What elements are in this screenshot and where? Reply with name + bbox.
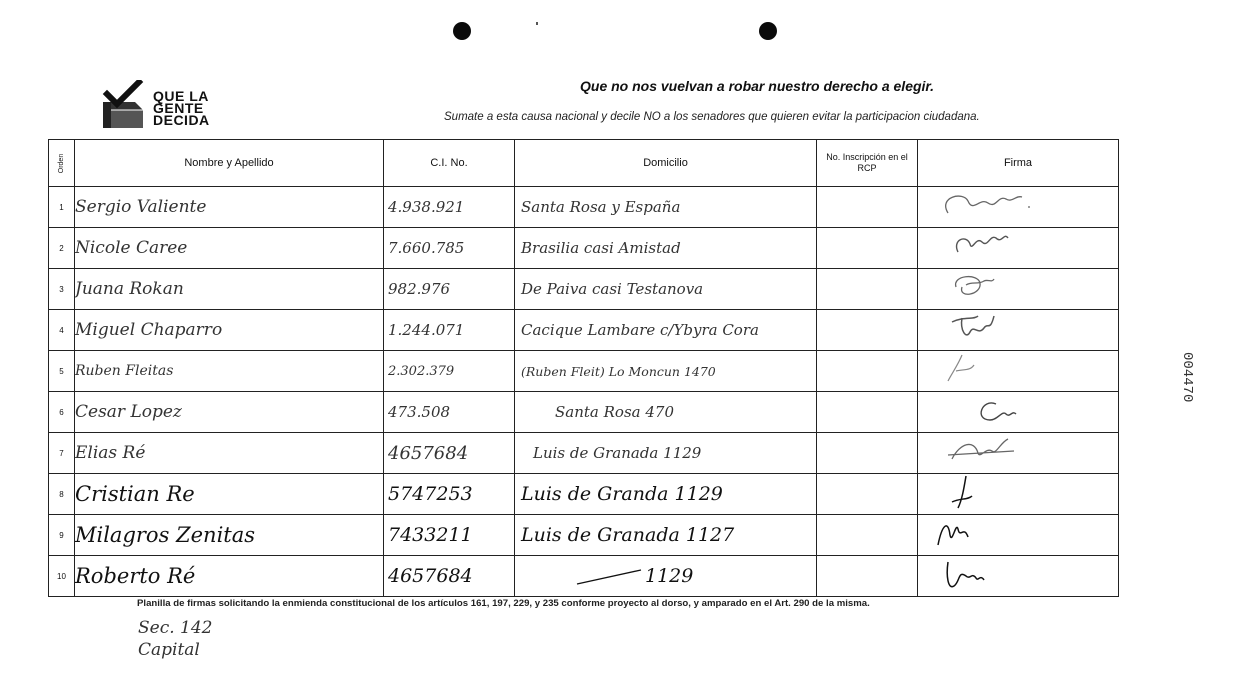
signature-cell: [918, 392, 1119, 433]
ci-cell: 7433211: [384, 515, 515, 556]
table-row: [49, 228, 1119, 269]
col-header-nombre: Nombre y Apellido: [75, 140, 384, 187]
handwritten-signature: [918, 433, 1048, 469]
ci-cell: 982.976: [384, 269, 515, 310]
signature-table: [48, 139, 1119, 597]
signature-cell: [918, 515, 1119, 556]
address-cell: Brasilia casi Amistad: [515, 228, 817, 269]
name-cell: Cristian Re: [75, 474, 384, 515]
handwritten-signature: [918, 187, 1048, 223]
inscription-cell: [817, 228, 918, 269]
name-cell: Elias Ré: [75, 433, 384, 474]
inscription-cell: [817, 187, 918, 228]
signature-cell: [918, 228, 1119, 269]
footer-note: Planilla de firmas solicitando la enmienda constitucional de los artículos 161, 197, 229, y 235 conforme proyecto al dorso, y amparado en el Art. 290 de la misma.: [137, 598, 870, 609]
row-number: 2: [49, 228, 75, 269]
logo-line: QUE LA: [153, 88, 209, 104]
handwritten-signature: [928, 515, 1058, 551]
ci-cell: 4657684: [384, 556, 515, 597]
col-header-ci: C.I. No.: [384, 140, 515, 187]
row-number: 3: [49, 269, 75, 310]
handwritten-signature: [918, 474, 1048, 510]
name-cell: Ruben Fleitas: [75, 351, 384, 392]
col-header-firma: Firma: [918, 140, 1119, 187]
inscription-cell: [817, 392, 918, 433]
logo-line: DECIDA: [153, 112, 210, 128]
ci-cell: 4657684: [384, 433, 515, 474]
col-header-inscripcion: No. Inscripción en el RCP: [817, 140, 918, 187]
inscription-cell: [817, 351, 918, 392]
inscription-cell: [817, 474, 918, 515]
punch-hole-left: [453, 22, 471, 40]
table-row: [49, 187, 1119, 228]
address-cell: Santa Rosa y España: [515, 187, 817, 228]
name-cell: Miguel Chaparro: [75, 310, 384, 351]
table-row: [49, 515, 1119, 556]
name-cell: Milagros Zenitas: [75, 515, 384, 556]
name-cell: Juana Rokan: [75, 269, 384, 310]
ci-cell: 1.244.071: [384, 310, 515, 351]
slogan: Que no nos vuelvan a robar nuestro derecho a elegir.: [580, 78, 934, 94]
row-number: 9: [49, 515, 75, 556]
logo-line: GENTE: [153, 100, 204, 116]
signature-cell: [918, 556, 1119, 597]
table-header-row: [49, 140, 1119, 187]
table-row: [49, 474, 1119, 515]
row-number: 5: [49, 351, 75, 392]
address-cell: [515, 556, 817, 597]
table-row: [49, 310, 1119, 351]
col-header-domicilio: Domicilio: [515, 140, 817, 187]
name-cell: Roberto Ré: [75, 556, 384, 597]
signature-cell: [918, 310, 1119, 351]
row-number: 8: [49, 474, 75, 515]
side-stamp: 004470: [1179, 352, 1195, 403]
handwritten-signature: [918, 556, 1048, 592]
name-cell: Cesar Lopez: [75, 392, 384, 433]
address-cell: De Paiva casi Testanova: [515, 269, 817, 310]
address-number: 1129: [645, 565, 694, 587]
address-cell: Santa Rosa 470: [515, 392, 817, 433]
address-cell: Cacique Lambare c/Ybyra Cora: [515, 310, 817, 351]
inscription-cell: [817, 556, 918, 597]
ci-cell: 5747253: [384, 474, 515, 515]
handwritten-signature: [918, 269, 1048, 305]
handwritten-note: Sec. 142: [138, 618, 213, 638]
signature-cell: [918, 351, 1119, 392]
signature-cell: [918, 433, 1119, 474]
row-number: 7: [49, 433, 75, 474]
inscription-cell: [817, 269, 918, 310]
logo: [95, 80, 255, 130]
table-row: [49, 433, 1119, 474]
handwritten-signature: [918, 351, 1048, 387]
ci-cell: 2.302.379: [384, 351, 515, 392]
inscription-cell: [817, 433, 918, 474]
handwritten-signature: [918, 310, 1048, 346]
signature-cell: [918, 474, 1119, 515]
signature-cell: [918, 187, 1119, 228]
handwritten-signature: [918, 228, 1048, 264]
address-cell: Luis de Granada 1127: [515, 515, 817, 556]
address-cell: Luis de Granda 1129: [515, 474, 817, 515]
row-number: 1: [49, 187, 75, 228]
table-row: [49, 269, 1119, 310]
address-cell: (Ruben Fleit) Lo Moncun 1470: [515, 351, 817, 392]
row-number: 4: [49, 310, 75, 351]
name-cell: Sergio Valiente: [75, 187, 384, 228]
table-row: [49, 556, 1119, 597]
table-row: [49, 392, 1119, 433]
inscription-cell: [817, 310, 918, 351]
ci-cell: 7.660.785: [384, 228, 515, 269]
row-number: 6: [49, 392, 75, 433]
inscription-cell: [817, 515, 918, 556]
handwritten-signature: [918, 392, 1048, 428]
punch-hole-right: [759, 22, 777, 40]
ci-cell: 4.938.921: [384, 187, 515, 228]
row-number: 10: [49, 556, 75, 597]
name-cell: Nicole Caree: [75, 228, 384, 269]
ditto-stroke: [575, 566, 645, 586]
ci-cell: 473.508: [384, 392, 515, 433]
table-row: [49, 351, 1119, 392]
scan-speck: [536, 22, 538, 25]
handwritten-note: Capital: [138, 640, 200, 660]
signature-cell: [918, 269, 1119, 310]
subslogan: Sumate a esta causa nacional y decile NO a los senadores que quieren evitar la participacion ciudadana.: [444, 111, 980, 123]
logo-text: [153, 90, 210, 126]
address-cell: Luis de Granada 1129: [515, 433, 817, 474]
ballot-box-icon: [95, 80, 151, 130]
col-header-orden: Orden: [49, 140, 75, 187]
